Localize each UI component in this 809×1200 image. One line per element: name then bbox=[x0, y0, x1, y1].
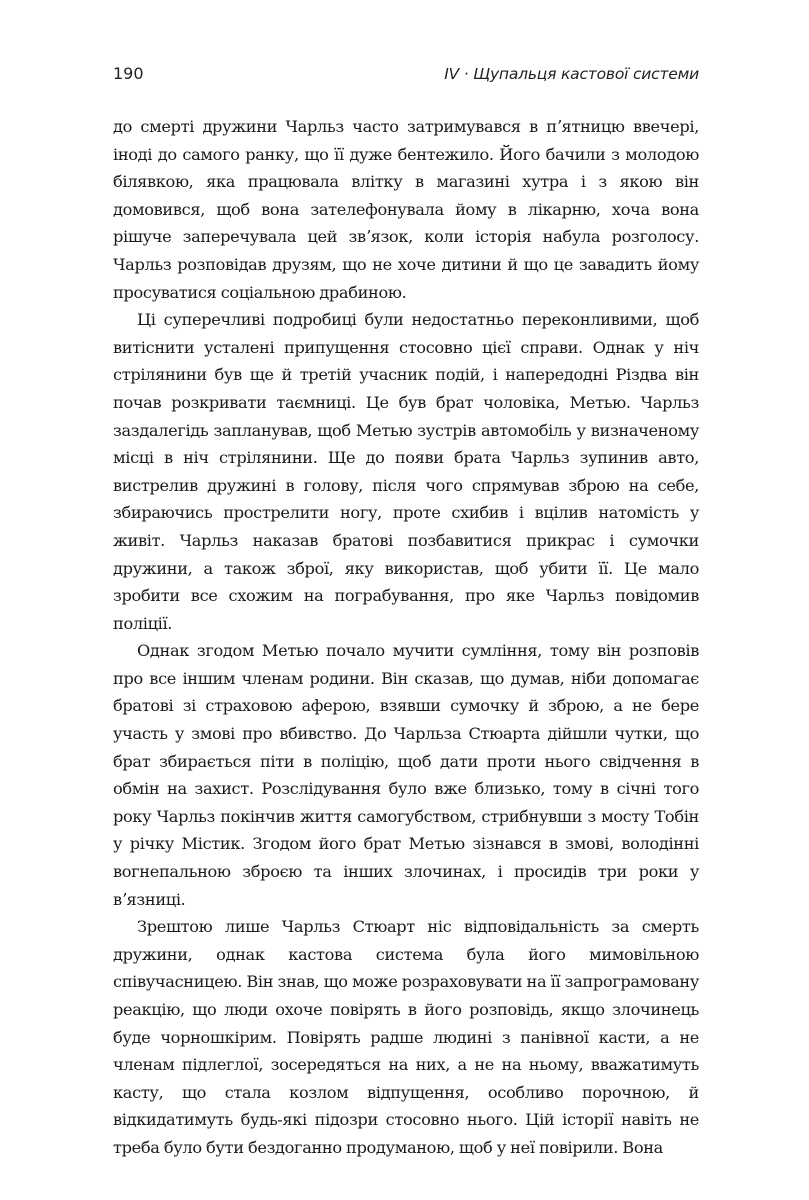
paragraph: Однак згодом Метью почало мучити сумління, тому він розповів про все іншим членам родини. Він сказав, що думав, ніби допомагає братові зі страховою аферою, взявши сумочку й зброю, а не бере участь у змові про вбивство. До Чарльза Стюарта дійшли чутки, що брат збирається піти в поліцію, щоб дати проти нього свідчення в обмін на захист. Розслідування було вже близько, тому в січні того року Чарльз покінчив життя самогубством, стрибнувши з мосту Тобін у річку Містик. Згодом його брат Метью зізнався в змові, володінні вогнепальною зброєю та інших злочинах, і просидів три роки у вʼязниці. bbox=[113, 641, 699, 909]
running-title: IV · Щупальця кастової системи bbox=[444, 65, 699, 83]
running-header bbox=[113, 64, 699, 92]
paragraph-continued: до смерті дружини Чарльз часто затримувався в пʼятницю ввечері, іноді до самого ранку, що її дуже бентежило. Його бачили з молодою білявкою, яка працювала влітку в магазині хутра і з якою він домовився, щоб вона зателефонувала йому в лікарню, хоча вона рішуче заперечувала цей звʼязок, коли історія набула розголосу. Чарльз розповідав друзям, що не хоче дитини й що це завадить йому просуватися соціальною драбиною. bbox=[113, 117, 699, 302]
body-text bbox=[113, 113, 699, 1162]
paragraph: Зрештою лише Чарльз Стюарт ніс відповідальність за смерть дружини, однак кастова система була його мимовільною співучасницею. Він знав, що може розраховувати на її запрограмовану реакцію, що люди охоче повірять в його розповідь, якщо злочинець буде чорношкірим. Повірять радше людині з панівної касти, а не членам підлеглої, зосередяться на них, а не на ньому, вважатимуть касту, що стала козлом відпущення, особливо порочною, й відкидатимуть будь-які підозри стосовно нього. Цій історії навіть не треба було бути бездоганно продуманою, щоб у неї повірили. Вона bbox=[113, 917, 699, 1157]
paragraph: Ці суперечливі подробиці були недостатньо переконливими, щоб витіснити усталені припущення стосовно цієї справи. Однак у ніч стрілянини був ще й третій учасник подій, і напередодні Різдва він почав розкривати таємниці. Це був брат чоловіка, Метью. Чарльз заздалегідь запланував, щоб Метью зустрів автомобіль у визначеному місці в ніч стрілянини. Ще до появи брата Чарльз зупинив авто, вистрелив дружині в голову, після чого спрямував зброю на себе, збираючись прострелити ногу, проте схибив і вцілив натомість у живіт. Чарльз наказав братові позбавитися прикрас і сумочки дружини, а також зброї, яку використав, щоб убити її. Це мало зробити все схожим на пограбування, про яке Чарльз повідомив поліції. bbox=[113, 310, 699, 633]
page-number: 190 bbox=[113, 64, 144, 83]
